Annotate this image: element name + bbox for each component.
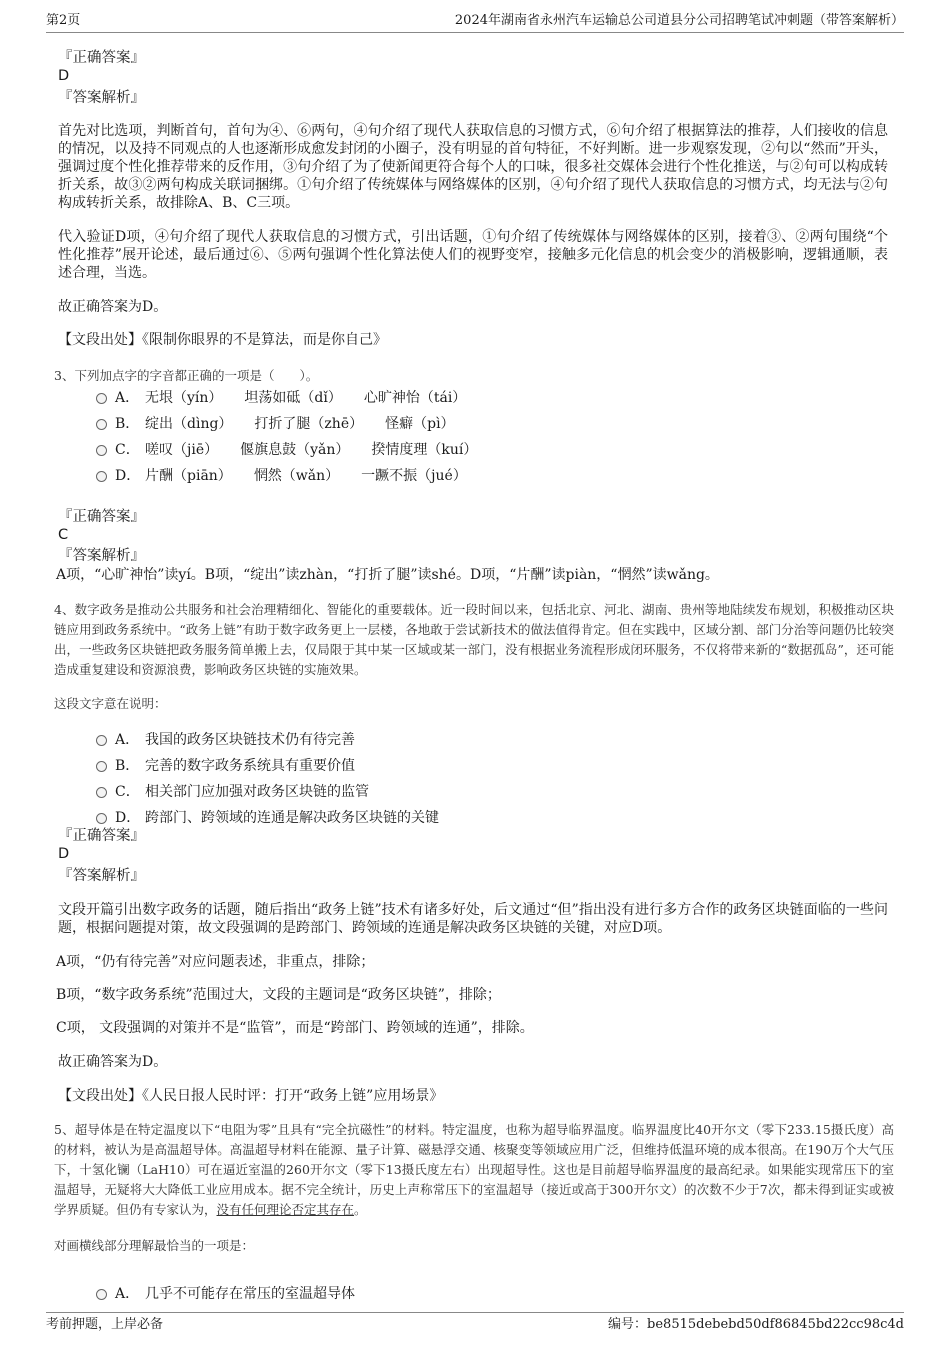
q4-analysis-option-a: A项，“仍有待完善”对应问题表述，非重点，排除； bbox=[56, 954, 375, 970]
q4-answer: D bbox=[58, 846, 70, 862]
q2-analysis-paragraph-1: 首先对比选项，判断首句，首句为④、⑥两句，④句介绍了现代人获取信息的习惯方式，⑥句介绍了根据算法的推荐，人们接收的信息的情况，以及持不同观点的人也逐渐形成愈发封闭的小圈子，没有明显的首句特征，不好判断。进一步观察发现，②句以“然而”开头，强调过度个性化推荐带来的反作用，③句介绍了为了使新闻更符合每个人的口味，很多社交媒体会进行个性化推送，与②句可以构成转折关系，故③②两句构成关联词捆绑。①句介绍了传统媒体与网络媒体的区别，④句介绍了现代人获取信息的习惯方式，均无法与②句构成转折关系，故排除A、B、C三项。 bbox=[58, 123, 888, 211]
page-number: 第2页 bbox=[46, 13, 81, 28]
q2-source bbox=[58, 331, 888, 349]
q3-option-c[interactable]: C． 嗟叹（jiē） 偃旗息鼓（yǎn） 揆情度理（kuí） bbox=[96, 440, 477, 460]
q3-option-d[interactable]: D． 片酬（piān） 惘然（wǎn） 一蹶不振（jué） bbox=[96, 466, 467, 486]
radio-button-icon[interactable] bbox=[96, 471, 107, 482]
document-id: 编号：be8515debebd50df86845bd22cc98c4d bbox=[608, 1317, 904, 1332]
radio-button-icon[interactable] bbox=[96, 787, 107, 798]
q4-source bbox=[58, 1087, 888, 1105]
q3-answer: C bbox=[58, 527, 69, 543]
radio-button-icon[interactable] bbox=[96, 761, 107, 772]
q4-stem: 4、数字政务是推动公共服务和社会治理精细化、智能化的重要载体。近一段时间以来，包括北京、河北、湖南、贵州等地陆续发布规划，积极推动区块链应用到政务系统中。“政务上链”有助于数字政务更上一层楼，各地敢于尝试新技术的做法值得肯定。但在实践中，区域分割、部门分治等问题仍比较突出，一些政务区块链把政务服务简单搬上去，仅局限于其中某一区域或某一部门，没有根据业务流程形成闭环服务，不仅将带来新的“数据孤岛”，还可能造成重复建设和资源浪费，影响政务区块链的实施效果。 bbox=[54, 602, 894, 677]
q5-option-a[interactable]: A． 几乎不可能存在常压的室温超导体 bbox=[96, 1284, 355, 1304]
q4-prompt: 这段文字意在说明： bbox=[54, 696, 167, 711]
radio-button-icon[interactable] bbox=[96, 735, 107, 746]
q2-conclusion: 故正确答案为D。 bbox=[58, 299, 168, 315]
q4-correct-answer-label: 『正确答案』 bbox=[58, 828, 145, 844]
q3-option-b[interactable]: B． 绽出（dìng） 打折了腿（zhē） 怪癖（pì） bbox=[96, 414, 455, 434]
q4-option-a[interactable]: A． 我国的政务区块链技术仍有待完善 bbox=[96, 730, 355, 750]
document-title: 2024年湖南省永州汽车运输总公司道县分公司招聘笔试冲刺题（带答案解析） bbox=[454, 13, 904, 28]
radio-button-icon[interactable] bbox=[96, 445, 107, 456]
source-title: 《人民日报人民时评：打开“政务上链”应用场景》 bbox=[142, 1088, 444, 1104]
source-title: 《限制你眼界的不是算法，而是你自己》 bbox=[142, 332, 387, 348]
q2-correct-answer-label: 『正确答案』 bbox=[58, 50, 145, 66]
q2-answer: D bbox=[58, 68, 70, 84]
footer-slogan: 考前押题，上岸必备 bbox=[46, 1317, 164, 1332]
q2-analysis-label: 『答案解析』 bbox=[58, 90, 145, 106]
radio-button-icon[interactable] bbox=[96, 393, 107, 404]
q3-analysis-label: 『答案解析』 bbox=[58, 548, 145, 564]
radio-button-icon[interactable] bbox=[96, 813, 107, 824]
q4-analysis-label: 『答案解析』 bbox=[58, 868, 145, 884]
q4-option-c[interactable]: C． 相关部门应加强对政务区块链的监管 bbox=[96, 782, 369, 802]
radio-button-icon[interactable] bbox=[96, 1289, 107, 1300]
source-tag: 【文段出处】 bbox=[58, 332, 142, 348]
q3-correct-answer-label: 『正确答案』 bbox=[58, 509, 145, 525]
q4-analysis-paragraph-1: 文段开篇引出数字政务的话题，随后指出“政务上链”技术有诸多好处，后文通过“但”指出没有进行多方合作的政务区块链面临的一些问题，根据问题提对策，故文段强调的是跨部门、跨领域的连通是解决政务区块链的关键，对应D项。 bbox=[58, 902, 888, 936]
q4-analysis-option-c: C项， 文段强调的对策并不是“监管”，而是“跨部门、跨领域的连通”，排除。 bbox=[56, 1020, 534, 1036]
q4-option-d[interactable]: D． 跨部门、跨领域的连通是解决政务区块链的关键 bbox=[96, 808, 439, 828]
q5-prompt: 对画横线部分理解最恰当的一项是： bbox=[54, 1238, 255, 1253]
q4-option-b[interactable]: B． 完善的数字政务系统具有重要价值 bbox=[96, 756, 355, 776]
q2-analysis-paragraph-2: 代入验证D项，④句介绍了现代人获取信息的习惯方式，引出话题，①句介绍了传统媒体与网络媒体的区别，接着③、②两句围绕“个性化推荐”展开论述，最后通过⑥、⑤两句强调个性化算法使人们的视野变窄，接触多元化信息的机会变少的消极影响，逻辑通顺，表述合理，当选。 bbox=[58, 229, 888, 281]
radio-button-icon[interactable] bbox=[96, 419, 107, 430]
q5-underlined-phrase: 没有任何理论否定其存在 bbox=[216, 1202, 355, 1217]
q3-analysis: A项，“心旷神怡”读yí。B项，“绽出”读zhàn，“打折了腿”读shé。D项，“片酬”读piàn，“惘然”读wǎng。 bbox=[56, 567, 719, 583]
source-tag: 【文段出处】 bbox=[58, 1088, 142, 1104]
page-footer bbox=[46, 1312, 904, 1335]
page-header bbox=[46, 12, 904, 33]
q4-analysis-option-b: B项，“数字政务系统”范围过大，文段的主题词是“政务区块链”，排除； bbox=[56, 987, 501, 1003]
q4-conclusion: 故正确答案为D。 bbox=[58, 1054, 168, 1070]
q3-stem: 3、下列加点字的字音都正确的一项是（ ）。 bbox=[54, 368, 319, 383]
q5-stem: 5、超导体是在特定温度以下“电阻为零”且具有“完全抗磁性”的材料。特定温度，也称为超导临界温度。临界温度比40开尔文（零下233.15摄氏度）高的材料，被认为是高温超导体。高温超导材料在能源、量子计算、磁悬浮交通、核聚变等领域应用广泛，但维持低温环境的成本很高。在190万个大气压下，十氢化镧（LaH10）可在逼近室温的260开尔文（零下13摄氏度左右）出现超导性。这也是目前超导临界温度的最高纪录。如果能实现常压下的室温超导，无疑将大大降低工业应用成本。据不完全统计，历史上声称常压下的室温超导（接近或高于300开尔文）的次数不少于7次，都未得到证实或被学界质疑。但仍有专家认为，没有任何理论否定其存在。 bbox=[54, 1122, 894, 1217]
q3-option-a[interactable]: A． 无垠（yín） 坦荡如砥（dǐ） 心旷神怡（tái） bbox=[96, 388, 466, 408]
